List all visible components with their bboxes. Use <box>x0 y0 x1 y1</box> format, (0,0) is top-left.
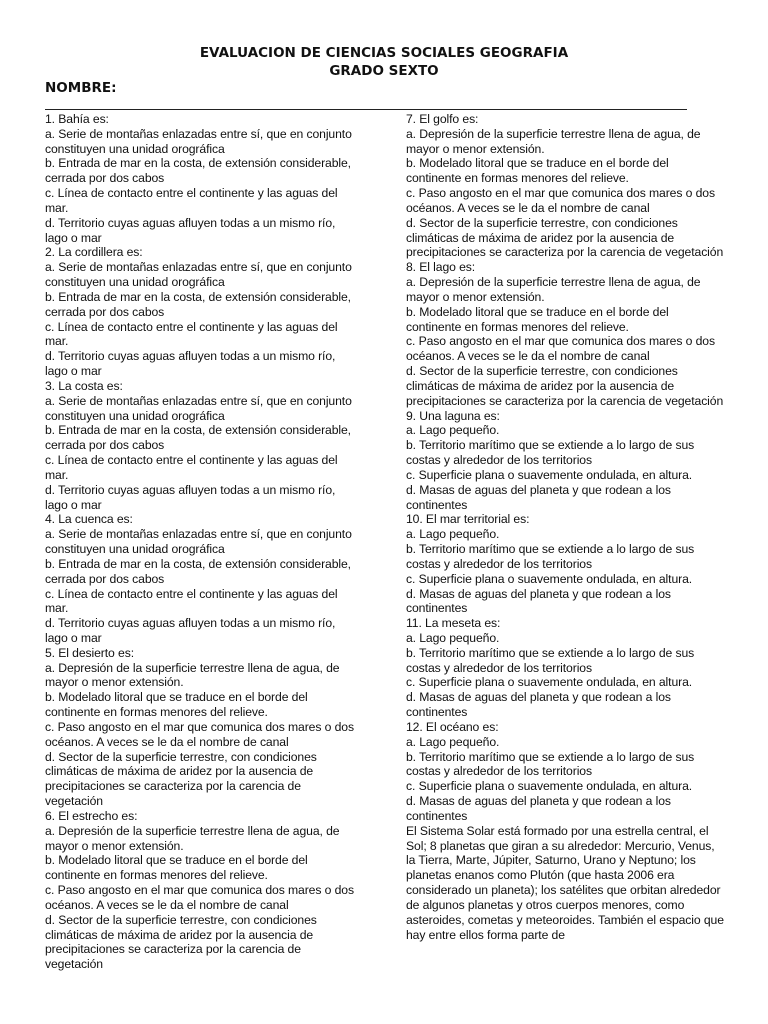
left-column <box>45 112 355 972</box>
question-text: 10. El mar territorial es: <box>406 512 530 527</box>
answer-option: d. Sector de la superficie terrestre, con condiciones climáticas de máxima de aridez por la ausencia de precipitaciones se caracteriza por la carencia de vegetación <box>45 912 317 972</box>
exam-title: EVALUACION DE CIENCIAS SOCIALES GEOGRAFIA <box>199 45 569 61</box>
question-text: 2. La cordillera es: <box>45 245 143 260</box>
question-text: 12. El océano es: <box>406 719 499 734</box>
answer-option: d. Sector de la superficie terrestre, con condiciones climáticas de máxima de aridez por la ausencia de precipitaciones se caracteriza por la carencia de vegetación <box>45 749 317 809</box>
answer-option: c. Superficie plana o suavemente ondulada, en altura. <box>406 779 693 794</box>
question-text: 6. El estrecho es: <box>45 808 138 823</box>
answer-option: b. Territorio marítimo que se extiende a lo largo de sus costas y alrededor de los territorios <box>406 749 695 779</box>
answer-option: b. Modelado litoral que se traduce en el borde del continente en formas menores del relieve. <box>45 690 308 720</box>
grade-subtitle: GRADO SEXTO <box>329 63 439 79</box>
answer-option: a. Lago pequeño. <box>406 734 500 749</box>
answer-option: b. Entrada de mar en la costa, de extensión considerable, cerrada por dos cabos <box>45 156 351 186</box>
answer-option: d. Masas de aguas del planeta y que rodean a los continentes <box>406 482 671 512</box>
answer-option: a. Serie de montañas enlazadas entre sí, que en conjunto constituyen una unidad orográfica <box>45 126 352 156</box>
answer-option: a. Depresión de la superficie terrestre llena de agua, de mayor o menor extensión. <box>406 275 701 304</box>
answer-option: a. Lago pequeño. <box>406 527 500 542</box>
answer-option: b. Entrada de mar en la costa, de extensión considerable, cerrada por dos cabos <box>45 423 351 453</box>
answer-option: c. Paso angosto en el mar que comunica dos mares o dos océanos. A veces se le da el nombre de canal <box>406 186 715 215</box>
answer-option: c. Línea de contacto entre el continente y las aguas del mar. <box>45 186 338 215</box>
answer-option: d. Masas de aguas del planeta y que rodean a los continentes <box>406 586 671 616</box>
answer-option: b. Modelado litoral que se traduce en el borde del continente en formas menores del relieve. <box>406 156 669 186</box>
answer-option: d. Territorio cuyas aguas afluyen todas a un mismo río, lago o mar <box>45 349 336 379</box>
right-column <box>406 112 724 942</box>
question-text: 11. La meseta es: <box>406 616 501 631</box>
answer-option: c. Superficie plana o suavemente ondulada, en altura. <box>406 675 693 690</box>
answer-option: c. Superficie plana o suavemente ondulada, en altura. <box>406 571 693 586</box>
answer-option: c. Línea de contacto entre el continente y las aguas del mar. <box>45 319 338 349</box>
answer-option: b. Territorio marítimo que se extiende a lo largo de sus costas y alrededor de los territorios <box>406 438 695 468</box>
answer-option: a. Serie de montañas enlazadas entre sí, que en conjunto constituyen una unidad orográfica <box>45 527 352 557</box>
name-answer-line <box>45 109 687 110</box>
answer-option: c. Paso angosto en el mar que comunica dos mares o dos océanos. A veces se le da el nombre de canal <box>406 334 715 364</box>
question-text: 4. La cuenca es: <box>45 512 133 527</box>
answer-option: b. Entrada de mar en la costa, de extensión considerable, cerrada por dos cabos <box>45 289 351 319</box>
answer-option: a. Depresión de la superficie terrestre llena de agua, de mayor o menor extensión. <box>45 660 340 690</box>
answer-option: a. Depresión de la superficie terrestre llena de agua, de mayor o menor extensión. <box>45 823 340 853</box>
name-label: NOMBRE: <box>45 80 117 96</box>
answer-option: a. Lago pequeño. <box>406 423 500 438</box>
answer-option: d. Masas de aguas del planeta y que rodean a los continentes <box>406 794 671 823</box>
answer-option: a. Depresión de la superficie terrestre llena de agua, de mayor o menor extensión. <box>406 126 701 156</box>
answer-option: a. Serie de montañas enlazadas entre sí, que en conjunto constituyen una unidad orográfica <box>45 260 352 290</box>
answer-option: c. Paso angosto en el mar que comunica dos mares o dos océanos. A veces se le da el nombre de canal <box>45 719 354 749</box>
answer-option: b. Territorio marítimo que se extiende a lo largo de sus costas y alrededor de los territorios <box>406 542 695 571</box>
answer-option: b. Territorio marítimo que se extiende a lo largo de sus costas y alrededor de los territorios <box>406 645 695 675</box>
answer-option: b. Modelado litoral que se traduce en el borde del continente en formas menores del relieve. <box>45 853 308 883</box>
answer-option: d. Territorio cuyas aguas afluyen todas a un mismo río, lago o mar <box>45 616 336 645</box>
answer-option: a. Serie de montañas enlazadas entre sí, que en conjunto constituyen una unidad orográfica <box>45 393 352 423</box>
answer-option: d. Sector de la superficie terrestre, con condiciones climáticas de máxima de aridez por la ausencia de precipitaciones se caracteriza por la carencia de vegetación <box>406 215 724 260</box>
answer-option: d. Territorio cuyas aguas afluyen todas a un mismo río, lago o mar <box>45 215 336 245</box>
answer-option: a. Lago pequeño. <box>406 630 500 645</box>
answer-option: d. Masas de aguas del planeta y que rodean a los continentes <box>406 690 671 720</box>
answer-option: c. Línea de contacto entre el continente y las aguas del mar. <box>45 586 338 616</box>
answer-option: b. Modelado litoral que se traduce en el borde del continente en formas menores del relieve. <box>406 304 669 334</box>
question-text: 8. El lago es: <box>406 260 476 275</box>
answer-option: c. Superficie plana o suavemente ondulada, en altura. <box>406 467 693 482</box>
question-text: 5. El desierto es: <box>45 645 134 660</box>
answer-option: d. Territorio cuyas aguas afluyen todas a un mismo río, lago o mar <box>45 482 336 512</box>
answer-option: b. Entrada de mar en la costa, de extensión considerable, cerrada por dos cabos <box>45 556 351 586</box>
question-text: 9. Una laguna es: <box>406 408 500 423</box>
answer-option: d. Sector de la superficie terrestre, con condiciones climáticas de máxima de aridez por la ausencia de precipitaciones se caracteriza por la carencia de vegetación <box>406 364 724 408</box>
question-text: 3. La costa es: <box>45 378 123 393</box>
question-text: 7. El golfo es: <box>406 112 479 126</box>
solar-system-paragraph: El Sistema Solar está formado por una estrella central, el Sol; 8 planetas que giran a su alrededor: Mercurio, Venus, la Tierra, Marte, Júpiter, Saturno, Urano y Neptuno; los planetas enanos como Plutón (que hasta 2006 era considerado un planeta); los satélites que orbitan alrededor de algunos planetas y otros cuerpos menores, como asteroides, cometas y meteoroides. También el espacio que hay entre ellos forma parte de <box>406 823 724 942</box>
question-text: 1. Bahía es: <box>45 112 109 126</box>
answer-option: c. Línea de contacto entre el continente y las aguas del mar. <box>45 453 338 482</box>
answer-option: c. Paso angosto en el mar que comunica dos mares o dos océanos. A veces se le da el nombre de canal <box>45 883 354 912</box>
